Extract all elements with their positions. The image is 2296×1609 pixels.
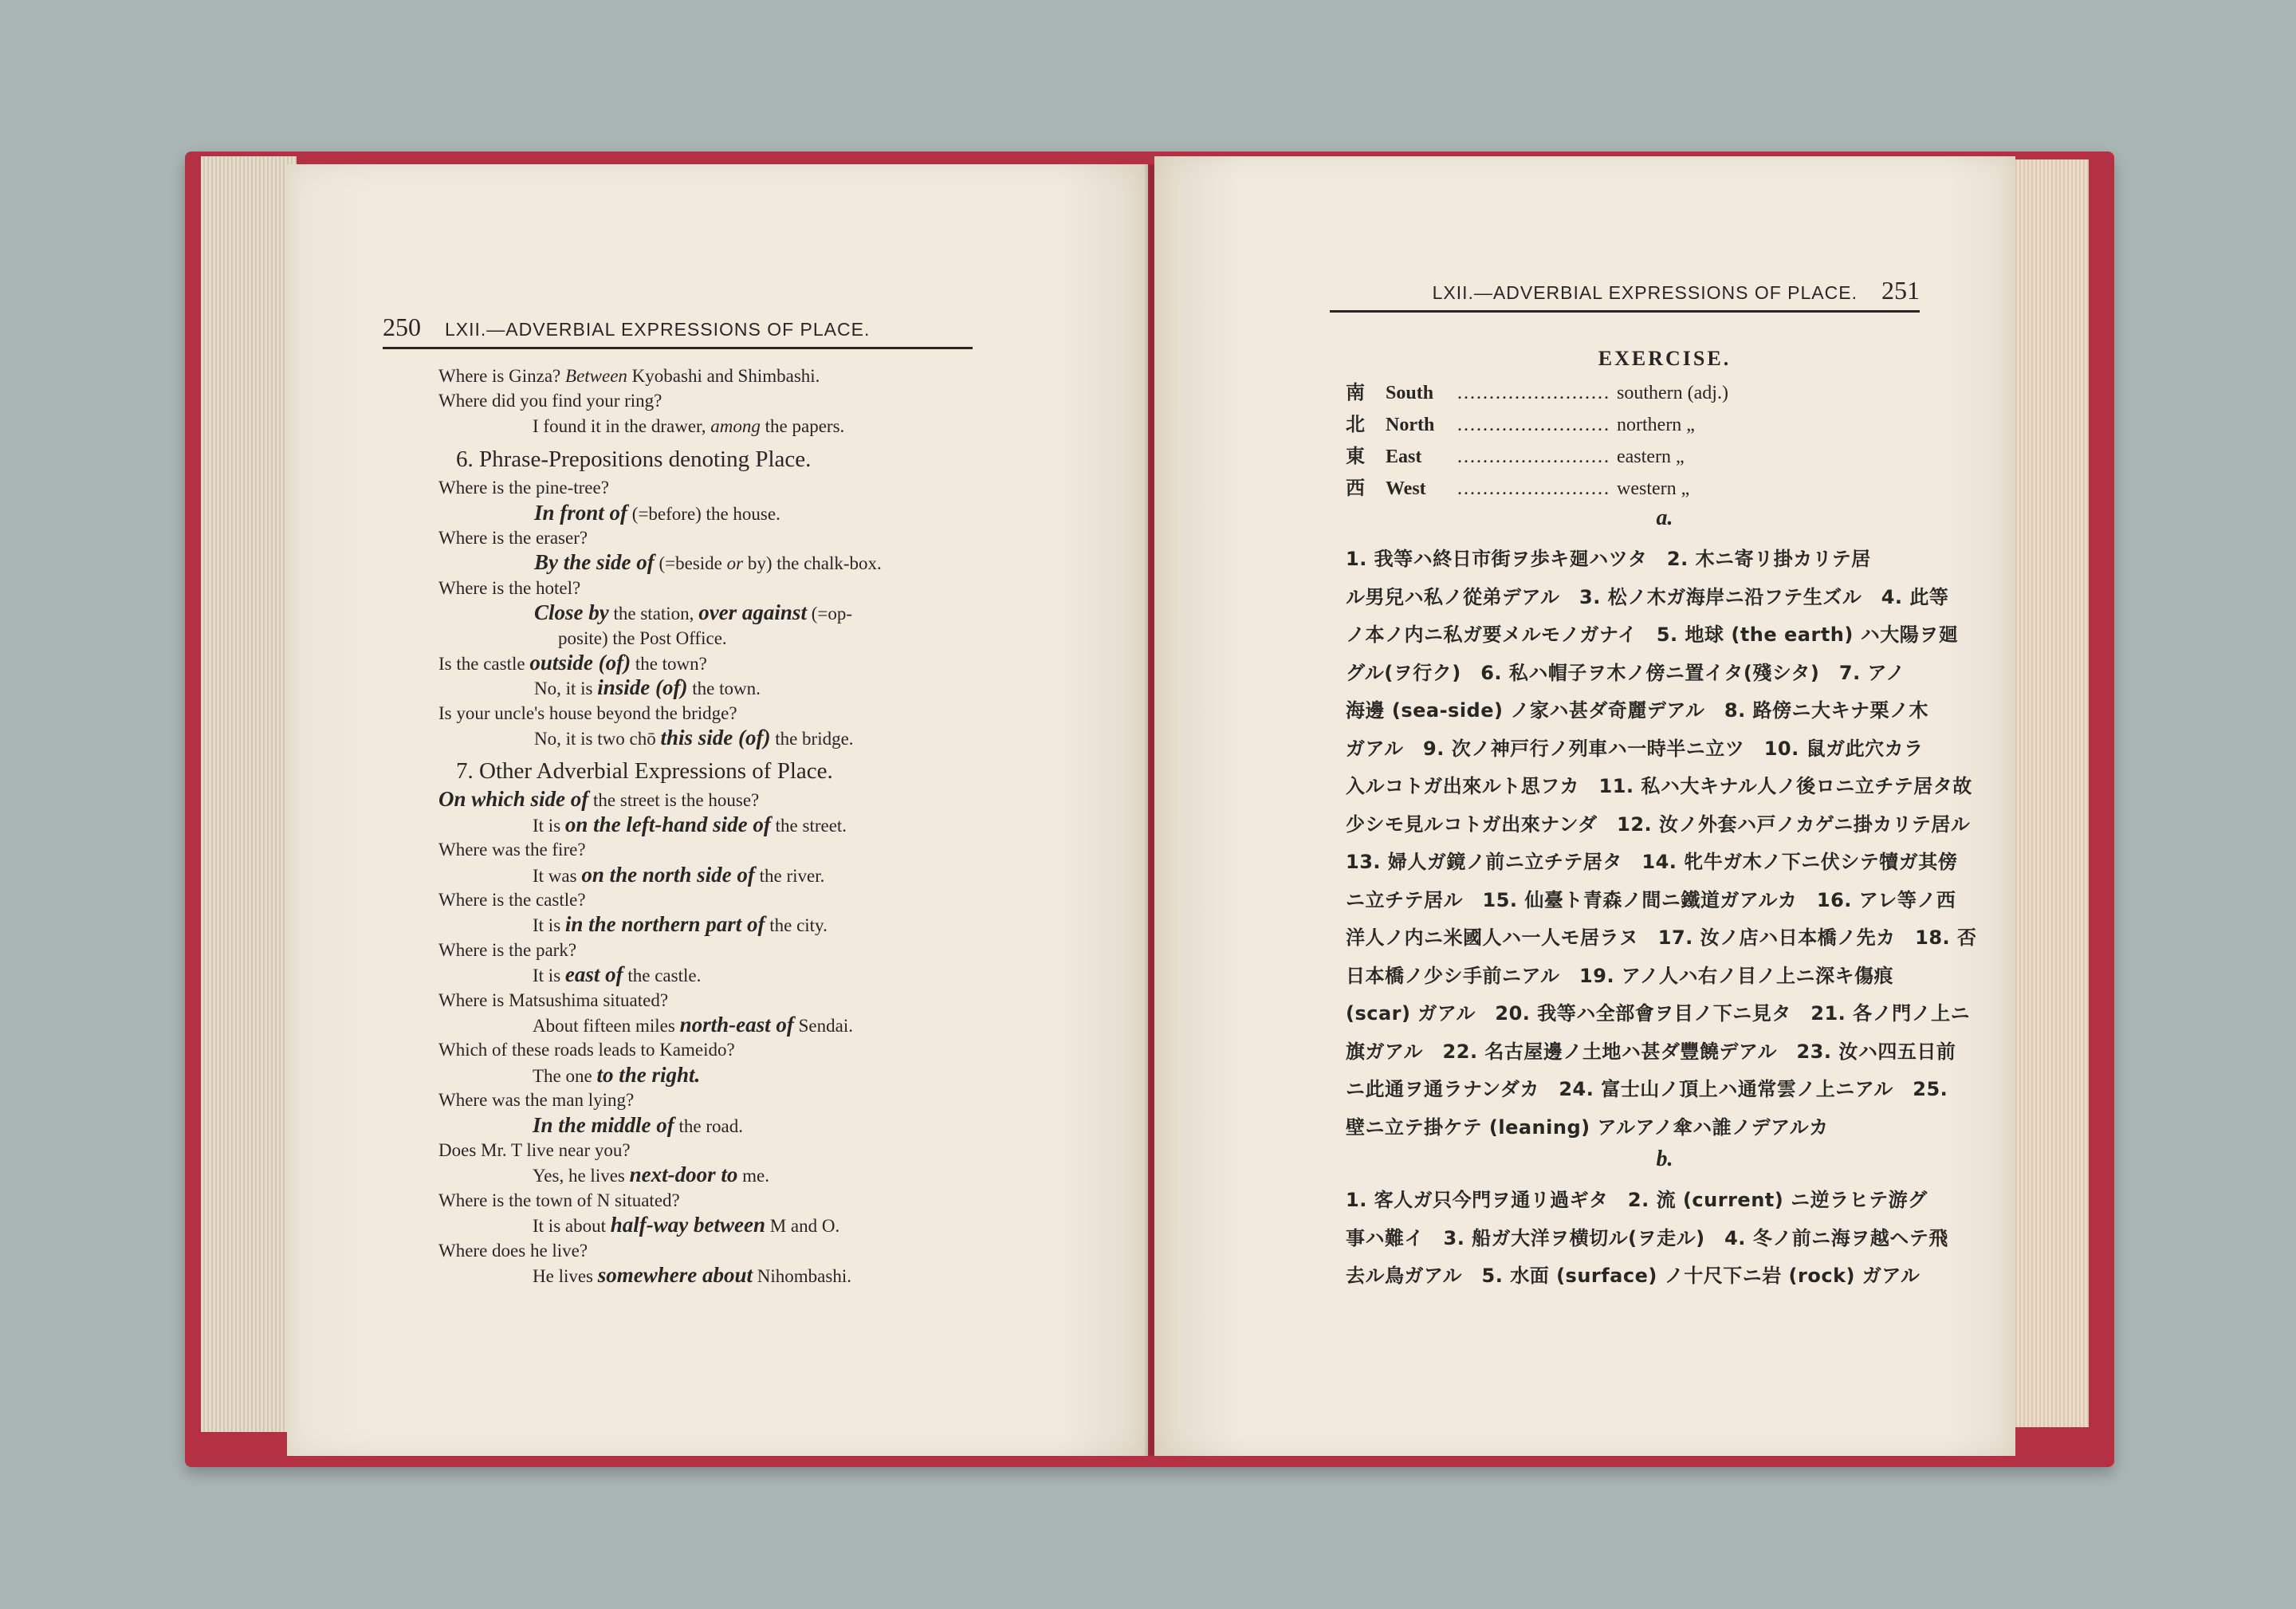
exercise-line: 事ハ難イ 3. 船ガ大洋ヲ横切ル(ヲ走ル) 4. 冬ノ前ニ海ヲ越ヘテ飛 [1346,1226,1948,1249]
exercise-line: ノ本ノ内ニ私ガ要メルモノガナイ 5. 地球 (the earth) ハ大陽ヲ廻 [1346,624,1959,646]
text-line [438,414,1116,439]
text-run: Where is Ginza? [438,366,566,386]
text-run: (=before) the house. [627,503,780,524]
vocab-row [1346,474,1983,506]
section-b-sentences [1346,1182,1983,1296]
left-page-number: 250 [383,313,421,341]
text-line [438,1138,1116,1162]
text-line [438,863,1116,887]
text-line [438,1263,1116,1288]
text-run: Where is the eraser? [438,527,588,548]
text-run: the town. [687,679,761,699]
text-line [438,388,1116,413]
text-run: Where is the park? [438,939,577,960]
text-line [438,600,1116,625]
text-run: (=op- [806,604,852,624]
exercise-line: ル男兒ハ私ノ從弟デアル 3. 松ノ木ガ海岸ニ沿フテ生ズル 4. 此等 [1346,585,1949,608]
vocab-adjective: southern (adj.) [1617,383,1728,404]
text-run: by) the chalk-box. [743,553,882,574]
vocab-row [1346,442,1983,474]
text-line [438,701,1116,726]
exercise-title: EXERCISE. [1598,347,1732,370]
italic-word: or [726,553,744,574]
section-a-sentences [1346,541,1983,1147]
text-run: the station, [608,604,699,624]
exercise-line: ガアル 9. 次ノ神戸行ノ列車ハ一時半ニ立ツ 10. 鼠ガ此穴カラ [1346,737,1924,760]
vocab-kanji: 南 [1346,383,1365,404]
text-line [438,1162,1116,1187]
text-line [438,364,1116,388]
exercise-line: 海邊 (sea-side) ノ家ハ甚ダ奇麗デアル 8. 路傍ニ大キナ栗ノ木 [1346,699,1929,722]
text-run: I found it in the drawer, [533,415,711,436]
emphasized-phrase: north-east of [679,1012,794,1037]
text-run: It is about [533,1216,611,1237]
exercise-line: ニ立チテ居ル 15. 仙臺ト青森ノ間ニ鐵道ガアルカ 16. アレ等ノ西 [1346,888,1956,911]
text-line [438,1238,1116,1263]
text-line [438,812,1116,837]
text-line [438,525,1116,550]
exercise-line: 13. 婦人ガ鏡ノ前ニ立チテ居タ 14. 牝牛ガ木ノ下ニ伏シテ犢ガ其傍 [1346,851,1958,873]
text-line [438,501,1116,525]
text-run: the castle. [623,966,702,986]
text-line [438,675,1116,700]
text-run: M and O. [765,1216,840,1237]
text-line [438,988,1116,1013]
text-line [438,1088,1116,1112]
text-run: About fifteen miles [533,1015,680,1036]
text-run: Where was the man lying? [438,1090,635,1111]
vocab-row [1346,378,1983,410]
vocab-adjective: eastern „ [1617,447,1685,468]
text-run: the town? [631,653,707,674]
exercise-line: 1. 客人ガ只今門ヲ通リ過ギタ 2. 流 (current) ニ逆ラヒテ游グ [1346,1189,1928,1211]
emphasized-phrase: on the left-hand side of [564,812,771,836]
left-page [287,164,1148,1456]
emphasized-phrase: east of [564,962,623,987]
vocab-english: West [1386,478,1426,500]
section-heading [438,439,1116,475]
emphasized-phrase: outside (of) [529,650,631,675]
text-run: the bridge. [770,729,854,749]
text-run: Is your uncle's house beyond the bridge? [438,702,737,723]
right-page [1154,156,2015,1456]
section-heading [438,750,1116,787]
text-run: Which of these roads leads to Kameido? [438,1040,735,1060]
text-line [438,887,1116,912]
vocab-adjective: northern „ [1617,415,1695,436]
text-run: Where is Matsushima situated? [438,989,669,1010]
text-run: 6. Phrase-Prepositions denoting Place. [456,447,812,473]
emphasized-phrase: next-door to [629,1162,738,1187]
text-run: the river. [754,865,825,886]
text-run: No, it is two chō [534,729,661,749]
text-run: (=beside [654,553,727,574]
text-run: 7. Other Adverbial Expressions of Place. [456,758,833,785]
exercise-line: 1. 我等ハ終日市街ヲ歩キ廻ハツタ 2. 木ニ寄リ掛カリテ居 [1346,548,1871,570]
text-run: Kyobashi and Shimbashi. [627,366,820,386]
emphasized-phrase: By the side of [534,550,655,575]
exercise-line: 去ル鳥ガアル 5. 水面 (surface) ノ十尺下ニ岩 (rock) ガアル [1346,1265,1921,1287]
vocab-kanji: 北 [1346,415,1365,436]
text-line [438,576,1116,600]
page-edges-left [201,156,297,1432]
text-line [438,837,1116,862]
exercise-line: 壁ニ立テ掛ケテ (leaning) アルアノ傘ハ誰ノデアルカ [1346,1115,1829,1139]
text-run: Sendai. [793,1015,853,1036]
text-run: Nihombashi. [753,1265,851,1286]
text-run: Does Mr. T live near you? [438,1139,631,1160]
emphasized-phrase: on the north side of [581,862,755,887]
page-edges-right [2009,159,2089,1427]
right-running-title: LXII.—ADVERBIAL EXPRESSIONS OF PLACE. [1432,282,1858,303]
text-line [438,1013,1116,1037]
text-run: Where is the town of N situated? [438,1190,680,1210]
text-run: the city. [765,915,828,936]
vocab-leader: ........................ [1457,447,1610,468]
exercise-line: グル(ヲ行ク) 6. 私ハ帽子ヲ木ノ傍ニ置イタ(殘シタ) 7. アノ [1346,661,1905,684]
exercise-line: 旗ガアル 22. 名古屋邊ノ土地ハ甚ダ豐饒デアル 23. 汝ハ四五日前 [1346,1040,1956,1063]
text-line [438,1113,1116,1138]
emphasized-phrase: In the middle of [533,1112,674,1137]
text-run: Where does he live? [438,1240,588,1261]
exercise-line: 洋人ノ内ニ米國人ハ一人モ居ラヌ 17. 汝ノ店ハ日本橋ノ先カ 18. 否 [1346,926,1977,949]
text-run: Where did you find your ring? [438,391,662,411]
emphasized-phrase: inside (of) [597,675,688,700]
emphasized-phrase: over against [698,600,807,625]
vocab-english: South [1386,383,1434,404]
text-run: Where is the castle? [438,890,586,911]
vocab-leader: ........................ [1457,478,1610,500]
text-run: the street is the house? [588,790,760,811]
text-line [438,787,1116,812]
text-run: the papers. [760,415,845,436]
text-run: It is [533,815,565,836]
text-run: the road. [674,1115,743,1136]
right-page-text [1346,346,1983,1296]
left-running-title: LXII.—ADVERBIAL EXPRESSIONS OF PLACE. [445,319,871,340]
emphasized-phrase: half-way between [610,1213,765,1237]
left-page-text [438,364,1116,1288]
text-run: It is [533,966,565,986]
exercise-line: 日本橋ノ少シ手前ニアル 19. アノ人ハ右ノ目ノ上ニ深キ傷痕 [1346,964,1893,987]
text-run: posite) the Post Office. [558,627,727,648]
text-line [438,1188,1116,1213]
text-line [438,726,1116,750]
right-running-head [1330,276,1920,313]
exercise-line: 入ルコトガ出來ルト思フカ 11. 私ハ大キナル人ノ後ロニ立チテ居タ故 [1346,775,1972,797]
text-run: It is [533,915,565,936]
italic-word: among [710,415,761,436]
emphasized-phrase: somewhere about [597,1262,753,1287]
vocab-row [1346,410,1983,442]
vocab-kanji: 西 [1346,478,1365,500]
text-run: Is the castle [438,653,530,674]
vocab-english: North [1386,415,1435,436]
text-run: the street. [770,815,847,836]
text-line [438,1037,1116,1062]
text-run: He lives [533,1265,598,1286]
exercise-line: 少シモ見ルコトガ出來ナンダ 12. 汝ノ外套ハ戸ノカゲニ掛カリテ居ル [1346,812,1971,836]
vocab-adjective: western „ [1617,478,1690,500]
text-line [438,475,1116,500]
text-line [438,1063,1116,1088]
vocab-leader: ........................ [1457,383,1610,404]
text-run: Where is the hotel? [438,577,581,598]
text-run: It was [533,865,582,886]
text-run: No, it is [534,679,598,699]
text-run: me. [737,1166,769,1186]
text-line [438,626,1116,651]
exercise-line: ニ此通ヲ通ラナンダカ 24. 富士山ノ頂上ハ通常雲ノ上ニアル 25. [1346,1078,1948,1100]
left-running-head [383,313,973,349]
text-run: Where is the pine-tree? [438,478,609,498]
emphasized-phrase: this side (of) [660,726,771,750]
emphasized-phrase: In front of [534,500,628,525]
text-line [438,938,1116,962]
text-run: Yes, he lives [533,1166,630,1186]
text-run: Where was the fire? [438,840,586,860]
text-line [438,962,1116,987]
section-b-label: b. [1656,1147,1673,1171]
text-line [438,1213,1116,1237]
text-line [438,550,1116,575]
vocab-kanji: 東 [1346,447,1365,468]
text-line [438,912,1116,937]
emphasized-phrase: in the northern part of [564,912,765,937]
section-a-label: a. [1656,506,1673,530]
exercise-line: (scar) ガアル 20. 我等ハ全部會ヲ目ノ下ニ見タ 21. 各ノ門ノ上ニ [1346,1002,1971,1025]
right-page-number: 251 [1881,276,1920,305]
emphasized-phrase: On which side of [438,787,589,812]
text-run: The one [533,1065,597,1086]
vocab-leader: ........................ [1457,415,1610,436]
italic-word: Between [565,366,627,386]
vocab-english: East [1386,447,1422,468]
emphasized-phrase: to the right. [596,1062,701,1087]
emphasized-phrase: Close by [534,600,609,625]
text-line [438,651,1116,675]
